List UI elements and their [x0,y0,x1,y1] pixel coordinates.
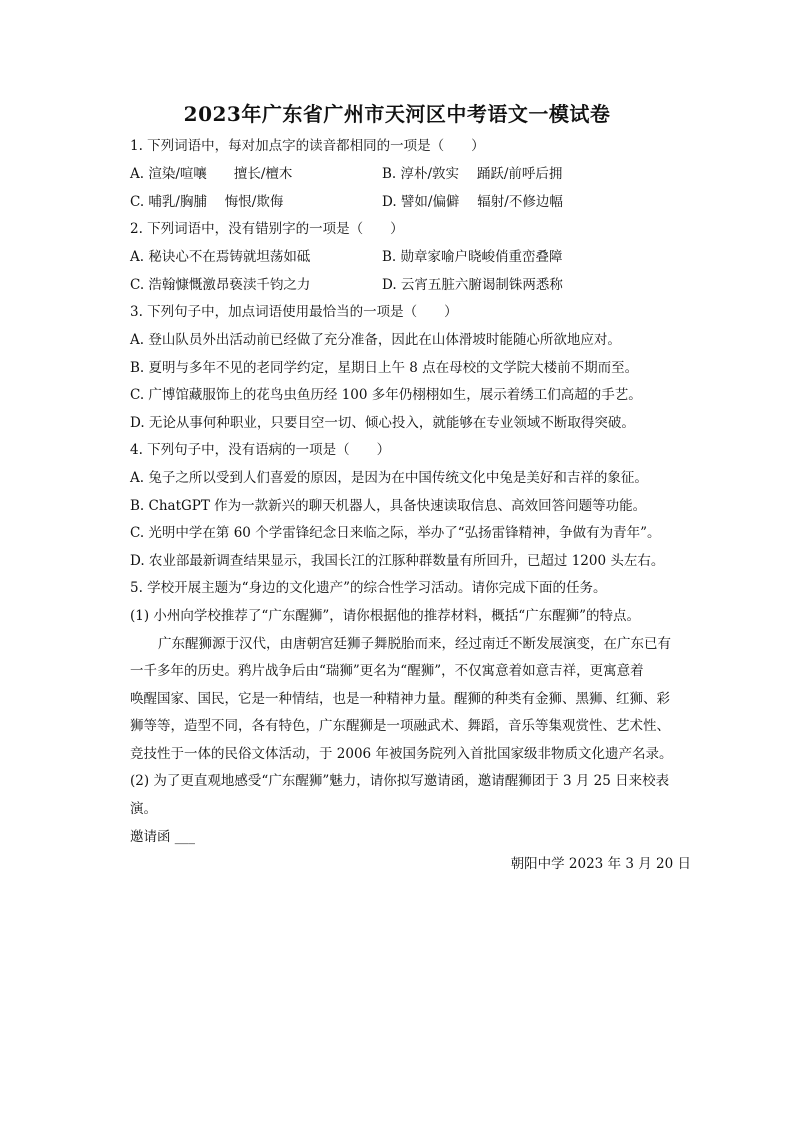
question-3-stem: 3. 下列句子中，加点词语使用最恰当的一项是（ ） [130,304,458,320]
question-5-sub-1: (1) 小州向学校推荐了“广东醒狮”，请你根据他的推荐材料，概括“广东醒狮”的特点。 [130,608,641,624]
question-4-option-d: D. 农业部最新调查结果显示，我国长江的江豚种群数量有所回升，已超过 1200 头左右。 [130,553,665,569]
question-2-option-c: C. 浩翰慷慨激昂亵渎千钧之力 [130,277,311,293]
question-1-stem: 1. 下列词语中，每对加点字的读音都相同的一项是（ ） [130,138,485,154]
question-2-option-b: B. 勋章家喻户晓峻俏重峦叠障 [382,249,563,265]
question-3-option-b: B. 夏明与多年不见的老同学约定，星期日上午 8 点在母校的文学院大楼前不期而至。 [130,360,639,376]
material-paragraph-line: 狮等等，造型不同，各有特色，广东醒狮是一项融武术、舞蹈，音乐等集观赏性、艺术性、 [130,718,670,734]
question-1-option-d: D. 譬如/偏僻 辐射/不修边幅 [382,194,563,210]
question-4-stem: 4. 下列句子中，没有语病的一项是（ ） [130,442,391,458]
material-paragraph-line: 竞技性于一体的民俗文体活动，于 2006 年被国务院列入首批国家级非物质文化遗产名录。 [130,746,673,762]
question-4-option-c: C. 光明中学在第 60 个学雷锋纪念日来临之际，举办了“弘扬雷锋精神，争做有为青年”。 [130,525,661,541]
question-2-option-d: D. 云宵五脏六腑谒制铢两悉称 [382,277,563,293]
page-title: 2023年广东省广州市天河区中考语文一模试卷 [183,102,611,126]
question-2-option-a: A. 秘诀心不在焉铸就坦荡如砥 [130,249,311,265]
question-3-option-d: D. 无论从事何种职业，只要目空一切、倾心投入，就能够在专业领域不断取得突破。 [130,415,635,431]
question-1-option-a: A. 渲染/喧嚷 擅长/檀木 [130,166,293,182]
question-3-option-a: A. 登山队员外出活动前已经做了充分准备，因此在山体滑坡时能随心所欲地应对。 [130,332,621,348]
question-5-sub-2-continued: 演。 [130,801,157,817]
question-4-option-a: A. 兔子之所以受到人们喜爱的原因，是因为在中国传统文化中兔是美好和吉祥的象征。 [130,470,648,486]
question-2-stem: 2. 下列词语中，没有错别字的一项是（ ） [130,221,404,237]
material-paragraph-line: 唤醒国家、国民，它是一种情结，也是一种精神力量。醒狮的种类有金狮、黑狮、红狮、彩 [130,691,670,707]
question-1-option-b: B. 淳朴/敦实 踊跃/前呼后拥 [382,166,563,182]
invitation-label: 邀请函 ___ [130,829,196,845]
invitation-signature: 朝阳中学 2023 年 3 月 20 日 [510,856,691,872]
material-paragraph-line: 广东醒狮源于汉代，由唐朝宫廷狮子舞脱胎而来，经过南迁不断发展演变，在广东已有 [158,636,671,652]
question-1-option-c: C. 哺乳/胸脯 悔恨/欺侮 [130,194,284,210]
question-5-stem: 5. 学校开展主题为“身边的文化遗产”的综合性学习活动。请你完成下面的任务。 [130,580,607,596]
question-4-option-b: B. ChatGPT 作为一款新兴的聊天机器人，具备快速读取信息、高效回答问题等功能。 [130,498,647,514]
question-5-sub-2: (2) 为了更直观地感受“广东醒狮”魅力，请你拟写邀请函，邀请醒狮团于 3 月 25 日来校表 [130,773,670,789]
question-3-option-c: C. 广博馆藏服饰上的花鸟虫鱼历经 100 多年仍栩栩如生，展示着绣工们高超的手艺。 [130,387,642,403]
material-paragraph-line: 一千多年的历史。鸦片战争后由“瑞狮”更名为“醒狮”，不仅寓意着如意吉祥，更寓意着 [130,663,644,679]
